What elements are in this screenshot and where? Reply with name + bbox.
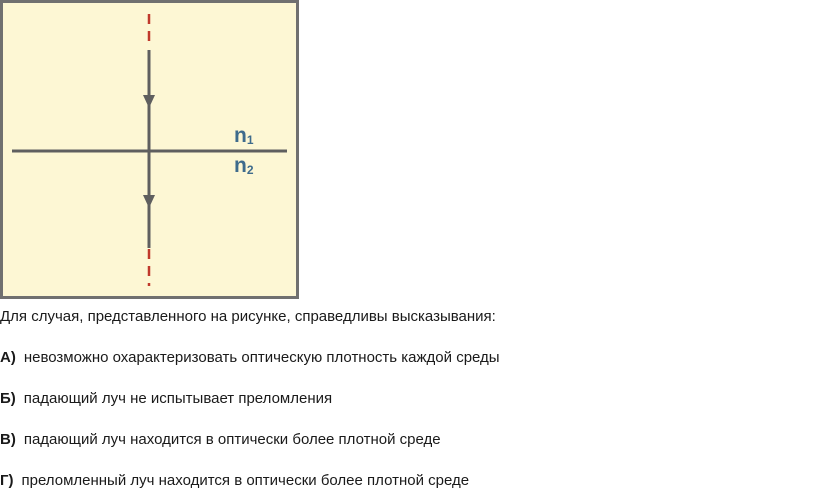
option-b-letter: Б) [0, 390, 16, 407]
option-a-letter: А) [0, 349, 16, 366]
option-v-letter: В) [0, 431, 16, 448]
option-v-text: падающий луч находится в оптически более плотной среде [23, 431, 441, 448]
question-text: Для случая, представленного на рисунке, справедливы высказывания: [0, 308, 496, 325]
option-g-letter: Г) [0, 472, 14, 489]
optics-diagram [0, 0, 299, 299]
option-a-text: невозможно охарактеризовать оптическую плотность каждой среды [23, 349, 500, 366]
option-a [0, 348, 500, 368]
option-b-text: падающий луч не испытывает преломления [23, 390, 333, 407]
diagram-canvas [0, 0, 299, 299]
medium-2-label: n2 [234, 154, 254, 177]
option-g [0, 471, 469, 491]
option-g-text: преломленный луч находится в оптически более плотной среде [21, 472, 470, 489]
option-v [0, 430, 441, 450]
option-b [0, 389, 332, 409]
medium-1-label: n1 [234, 124, 254, 147]
